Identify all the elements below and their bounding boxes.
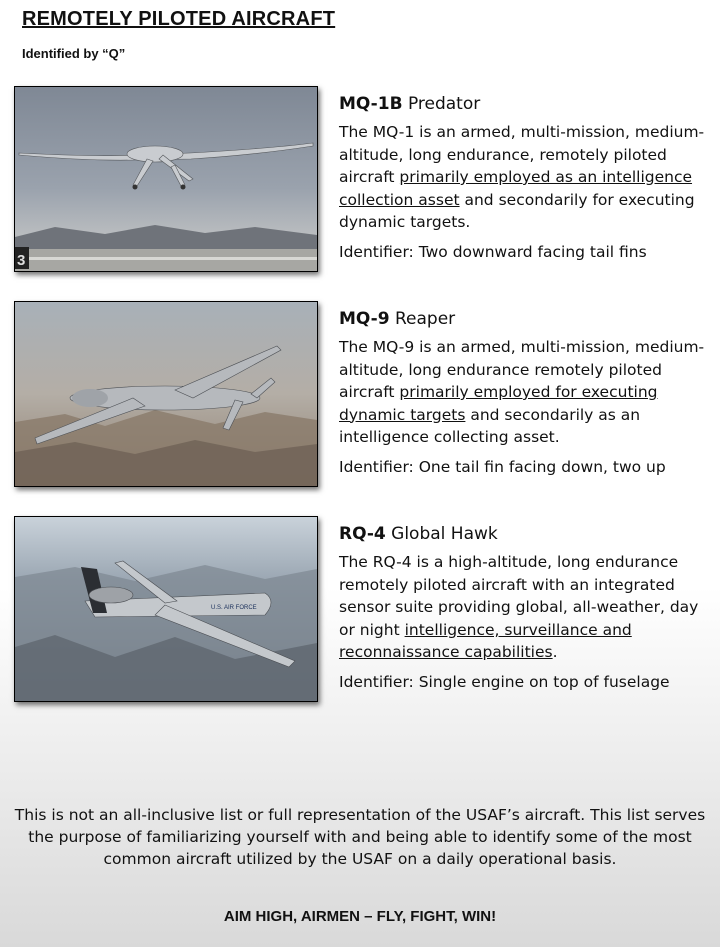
page-subtitle: Identified by “Q”: [22, 46, 126, 61]
mission-highlight: primarily employed for executing dynamic targets: [339, 383, 658, 424]
predator-photo: [14, 86, 318, 272]
aircraft-identifier: Identifier: One tail fin facing down, two up: [339, 457, 666, 476]
aircraft-code: MQ-1B: [339, 94, 403, 114]
footer-slogan: AIM HIGH, AIRMEN – FLY, FIGHT, WIN!: [223, 908, 497, 925]
aircraft-code: MQ-9: [339, 309, 390, 329]
aircraft-identifier: Identifier: Two downward facing tail fins: [339, 242, 647, 261]
mission-highlight: intelligence, surveillance and reconnaissance capabilities: [339, 620, 632, 661]
aircraft-code: RQ-4: [339, 524, 386, 544]
aircraft-title: [339, 523, 709, 545]
aircraft-description: The MQ-9 is an armed, multi-mission, medium-altitude, long endurance remotely piloted aircraft primarily employed for executing dynamic targets and secondarily as an intelligence collecting asset.: [339, 338, 705, 446]
mission-highlight: primarily employed as an intelligence collection asset: [339, 168, 693, 209]
aircraft-global-hawk-info: [339, 523, 709, 693]
reaper-photo: [14, 301, 318, 487]
aircraft-reaper-info: [339, 308, 709, 478]
aircraft-predator-info: [339, 93, 709, 263]
aircraft-identifier: Identifier: Single engine on top of fuselage: [339, 672, 670, 691]
aircraft-description: The MQ-1 is an armed, multi-mission, medium-altitude, long endurance, remotely piloted aircraft primarily employed as an intelligence collection asset and secondarily for executing dynamic targets.: [339, 123, 705, 231]
aircraft-title: [339, 93, 709, 115]
global-hawk-photo: [14, 516, 318, 702]
photo-badge: 3: [17, 252, 26, 269]
aircraft-marking: U.S. AIR FORCE: [211, 605, 257, 611]
aircraft-name: Global Hawk: [391, 524, 498, 544]
aircraft-name: Reaper: [394, 309, 456, 329]
aircraft-title: [339, 308, 709, 330]
footer-note: This is not an all-inclusive list or full representation of the USAF’s aircraft. This list serves the purpose of familiarizing yourself with and being able to identify some of the most common aircraft utilized by the USAF on a daily operational basis.: [14, 806, 706, 868]
aircraft-name: Predator: [407, 94, 481, 114]
aircraft-description: The RQ-4 is a high-altitude, long endurance remotely piloted aircraft with an integrated sensor suite providing global, all-weather, day or night intelligence, surveillance and reconnaissance capabilities.: [339, 553, 699, 661]
page-title: REMOTELY PILOTED AIRCRAFT: [22, 8, 336, 30]
